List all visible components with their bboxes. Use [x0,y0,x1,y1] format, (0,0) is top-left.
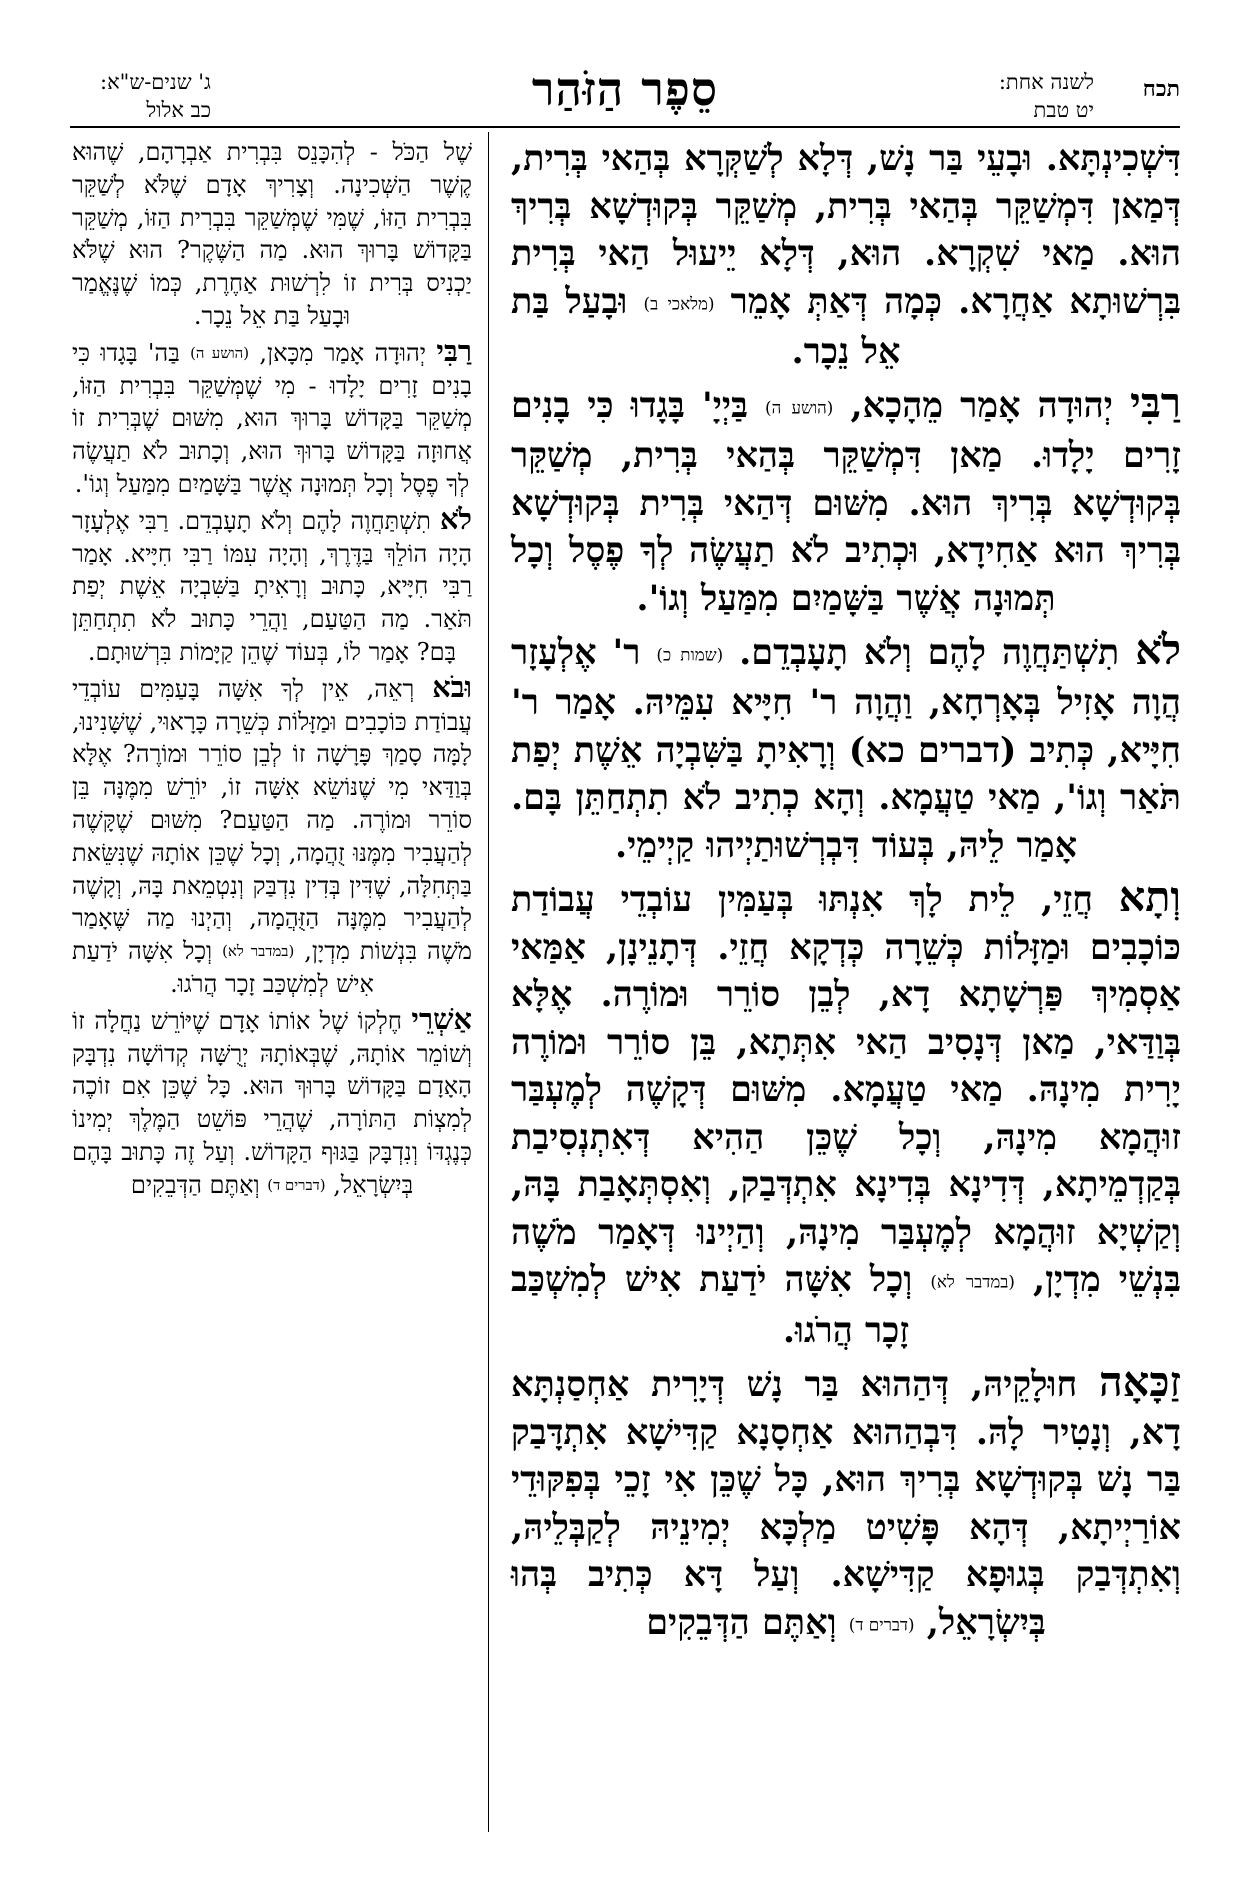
header-rule [70,126,1180,128]
paragraph-text: חוּלָקֵיהּ, דְּהַהוּא בַּר נָשׁ דְּיָרִית אַחְסַנְתָּא דָא, וְנָטִיר לָהּ. דִּבְהַהוּא אַחְסָנָא קַדִּישָׁא אִתְדָּבַק בַּר נָשׁ בְּקוּדְשָׁא בְּרִיךְ הוּא, כָּל שֶׁכֵּן אִי זָכֵי בְּפִקּוּדֵי אוֹרַיְיתָא, דְּהָא פָּשִׁיט מַלְכָּא יְמִינֵיהּ לְקַבְּלֵיהּ, וְאִתְדְּבַק בְּגוּפָא קַדִּישָׁא. וְעַל דָּא כְּתִיב בְּהוּ בְּיִשְׂרָאֵל, [511,1364,1181,1643]
paragraph-opener: זַכָּאָה [1099,1357,1182,1407]
source-reference: (שמות כ) [656,644,724,665]
paragraph-opener: רַבִּי [1130,378,1182,428]
paragraph-text: תִשְׁתַּחֲוֶה לָהֶם וְלֹא תָעָבְדֵם. רַבִּי אֶלְעָזָר הָיָה הוֹלֵךְ בַּדֶּרֶךְ, וְהָיָה עִמּוֹ רַבִּי חִיָּיא. אָמַר רַבִּי חִיָּיא, כָּתוּב וְרָאִיתָ בַּשִּׁבְיָה אֵשֶׁת יְפַת תֹּאַר. מַה הַטַּעַם, וַהֲרֵי כָּתוּב לֹא תִתְחַתֵּן בָּם? אָמַר לוֹ, בְּעוֹד שֶׁהֵן קַיָּמוֹת בִּרְשׁוּתָם. [72,506,472,667]
paragraph-opener: לֹא [440,501,472,536]
paragraph-opener: וְתָא [1118,872,1182,922]
translation-paragraph [72,503,472,669]
source-reference: (דברים ד) [267,1175,326,1194]
hebrew-translation-column [72,134,472,1204]
source-reference: (הושע ה) [765,397,834,418]
paragraph-tail: וְכָל אִשָּׁה יֹדַעַת אִישׁ לְמִשְׁכַּב זָכָר הֲרֹגוּ. [511,1259,913,1351]
paragraph-text: רְאֵה, אֵין לְךָ אִשָּׁה בָּעַמִּים עוֹבְדֵי עֲבוֹדַת כּוֹכָבִים וּמַזָּלוֹת כְּשֵׁרָה כָּרָאוּי, שֶׁשָּׁנִינוּ, לָמָּה סָמַךְ פָּרָשָׁה זוֹ לְבֵן סוֹרֵר וּמוֹרֶה? אֶלָּא בְּוַדַּאי מִי שֶׁנּוֹשֵׂא אִשָּׁה זוֹ, יוֹרֵשׁ מִמֶּנָּה בֵּן סוֹרֵר וּמוֹרֶה. מַה הַטַּעַם? מִשּׁוּם שֶׁקָּשֶׁה לְהַעֲבִיר מִמֶּנּוּ זֻהֲמָה, וְכָל שֶׁכֵּן אוֹתָהּ שֶׁנִּשֵּׂאת בַּתְּחִלָּה, שֶׁדִּין בְּדִין נִדְבַּק וְנִטְמֵאת בָּהּ, וְקָשֶׁה לְהַעֲבִיר מִמֶּנָּה הַזֻּהֲמָה, וְהַיְנוּ מַה שֶּׁאָמַר מֹשֶׁה בִּנְשׁוֹת מִדְיָן, [72,674,472,966]
page-number: תכח [1142,76,1180,102]
aramaic-paragraph [511,873,1181,1354]
page-header [70,62,1180,124]
header-right-line1: לשנה אחת: [998,70,1094,94]
paragraph-tail: וּבָעַל בַּת אֵל נֵכָר. [511,280,901,372]
paragraph-tail: וְאַתֶּם הַדְּבֵקִים [646,1601,837,1643]
paragraph-text: תִשְׁתַּחֲוֶה לָהֶם וְלֹא תָעָבְדֵם. [739,632,1120,674]
paragraph-text: יְהוּדָה אָמַר מִכָּאן, [259,338,427,367]
paragraph-opener: אַשְׁרֵי [411,1001,472,1036]
aramaic-paragraph [511,132,1181,375]
header-left-line1: ג' שנים-ש"א: [100,70,211,94]
aramaic-column [511,132,1181,1653]
paragraph-tail: בַּה' בָּגָדוּ כִּי בָנִים זָרִים יָלָדוּ - מִי שֶׁמְּשַׁקֵּר בִּבְרִית הַזּוֹ, מְשַׁקֵּר בַּקָּדוֹשׁ בָּרוּךְ הוּא, מִשּׁוּם שֶׁבְּרִית זוֹ אֲחוּזָה בַּקָּדוֹשׁ בָּרוּךְ הוּא, וְכָתוּב לֹא תַעֲשֶׂה לְךָ פֶסֶל וְכָל תְּמוּנָה אֲשֶׁר בַּשָּׁמַיִם מִמַּעַל וְגוֹ'. [72,338,472,499]
paragraph-text: יְהוּדָה אָמַר מֵהָכָא, [850,385,1113,427]
header-left-block [100,68,211,124]
paragraph-opener: לֹא [1135,625,1182,675]
aramaic-paragraph [511,379,1181,622]
source-reference: (במדבר לא) [222,942,295,961]
paragraph-text: חֲזֵי, לֵית לָךְ אִנְתּוּ בְּעַמִּין עוֹבְדֵי עֲבוֹדַת כּוֹכָבִים וּמַזָּלוֹת כְּשֵׁרָה כְּדְקָא חֲזֵי. דְּתָנֵינָן, אַמַּאי אַסְמִיךְ פַּרְשָׁתָא דָא, לְבֵן סוֹרֵר וּמוֹרֶה. אֶלָּא בְּוַדַּאי, מַאן דְּנָסִיב הַאי אִתְּתָא, בֵּן סוֹרֵר וּמוֹרֶה יָרִית מִינָהּ. מַאי טַעֲמָא. מִשּׁוּם דְּקָשֶׁה לְמֶעְבַּר זוּהֲמָא מִינָהּ, וְכָל שֶׁכֵּן הַהִיא דְּאִתְנְסִיבַת בְּקַדְמֵיתָא, דְּדִינָא בְּדִינָא אִתְדְּבַק, וְאִסְתְּאָבַת בָּהּ, וְקַשְׁיָא זוּהֲמָא לְמֶעְבַּר מִינָהּ, וְהַיְינוּ דְּאָמַר מֹשֶׁה בִּנְשֵׁי מִדְיָן, [511,879,1182,1301]
aramaic-paragraph [511,626,1181,869]
paragraph-tail: וְאַתֶּם הַדְּבֵקִים [130,1170,260,1199]
paragraph-opener: וּבֹא [432,669,472,704]
translation-paragraph [72,335,472,501]
paragraph-text: חֶלְקוֹ שֶׁל אוֹתוֹ אָדָם שֶׁיּוֹרֵשׁ נַחֲלָה זוֹ וְשׁוֹמֵר אוֹתָהּ, שֶׁבְּאוֹתָהּ יְרֻשָּׁה קְדוֹשָׁה נִדְבָּק הָאָדָם בַּקָּדוֹשׁ בָּרוּךְ הוּא. כָּל שֶׁכֵּן אִם זוֹכֶה לְמִצְוֹת הַתּוֹרָה, שֶׁהֲרֵי פּוֹשֵׁט הַמֶּלֶךְ יְמִינוֹ כְּנֶגְדּוֹ וְנִדְבָּק בַּגּוּף הַקָּדוֹשׁ. וְעַל זֶה כָּתוּב בָּהֶם בְּיִשְׂרָאֵל, [72,1006,472,1199]
paragraph-text: דִּשְׁכִינְתָּא. וּבָעֵי בַּר נָשׁ, דְּלָא לְשַׁקְּרָא בְּהַאי בְּרִית, דְּמַאן דִּמְשַׁקֵּר בְּהַאי בְּרִית, מְשַׁקֵּר בְּקוּדְשָׁא בְּרִיךְ הוּא. מַאי שִׁקְרָא. הוּא, דְּלָא יֵיעוּל הַאי בְּרִית בִּרְשׁוּתָא אַחֲרָא. כְּמָה דְּאַתְּ אָמֵר [511,138,1181,322]
source-reference: (הושע ה) [190,343,250,362]
paragraph-tail: ר' אֶלְעָזָר הֲוָה אָזִיל בְּאָרְחָא, וַהֲוָה ר' חִיָּיא עִמֵּיהּ. אָמַר ר' חִיָּיא, כְּתִיב (דברים כא) וְרָאִיתָ בַּשִּׁבְיָה אֵשֶׁת יְפַת תֹּאַר וְגוֹ', מַאי טַעֲמָא. וְהָא כְתִיב לֹא תִתְחַתֵּן בָּם. אָמַר לֵיהּ, בְּעוֹד דִּבְרְשׁוּתַיְיהוּ קַיְימֵי. [511,632,1181,866]
paragraph-text: שֶׁל הַכֹּל - לְהִכָּנֵס בִּבְרִית אַבְרָהָם, שֶׁהוּא קֶשֶׁר הַשְּׁכִינָה. וְצָרִיךְ אָדָם שֶׁלֹּא לְשַׁקֵּר בִּבְרִית הַזּוֹ, שֶׁמִּי שֶׁמְּשַׁקֵּר בִּבְרִית הַזּוֹ, מְשַׁקֵּר בַּקָּדוֹשׁ בָּרוּךְ הוּא. מַה הַשֶּׁקֶר? הוּא שֶׁלֹּא יַכְנִיס בְּרִית זוֹ לִרְשׁוּת אַחֶרֶת, כְּמוֹ שֶׁנֶּאֱמַר וּבָעַל בַּת אֵל נֵכָר. [72,138,472,330]
translation-paragraph [72,671,472,1001]
translation-paragraph [72,134,472,333]
source-reference: (מלאכי ב) [643,293,715,314]
paragraph-opener: רַבִּי [436,333,472,368]
source-reference: (דברים ד) [848,1614,915,1635]
source-reference: (במדבר לא) [930,1272,1015,1293]
paragraph-tail: וְכָל אִשָּׁה יֹדַעַת אִישׁ לְמִשְׁכַּב זָכָר הֲרֹגוּ. [72,937,374,999]
paragraph-tail: בַּיְיָ' בָּגָדוּ כִּי בָנִים זָרִים יָלָדוּ. מַאן דִּמְשַׁקֵּר בְּהַאי בְּרִית, מְשַׁקֵּר בְּקוּדְשָׁא בְּרִיךְ הוּא. מִשּׁוּם דְּהַאי בְּרִית בְּקוּדְשָׁא בְּרִיךְ הוּא אַחִידָא, וּכְתִיב לֹא תַעֲשֶׂה לְךָ פֶסֶל וְכָל תְּמוּנָה אֲשֶׁר בַּשָּׁמַיִם מִמַּעַל וְגוֹ'. [511,385,1181,619]
aramaic-paragraph [511,1358,1181,1649]
column-divider [488,132,489,1832]
book-title: סֵפֶר הַזֹּהַר [531,62,719,116]
header-left-line2: כב אלול [146,98,211,122]
header-right-line2: יט טבת [1033,98,1094,122]
translation-paragraph [72,1003,472,1202]
